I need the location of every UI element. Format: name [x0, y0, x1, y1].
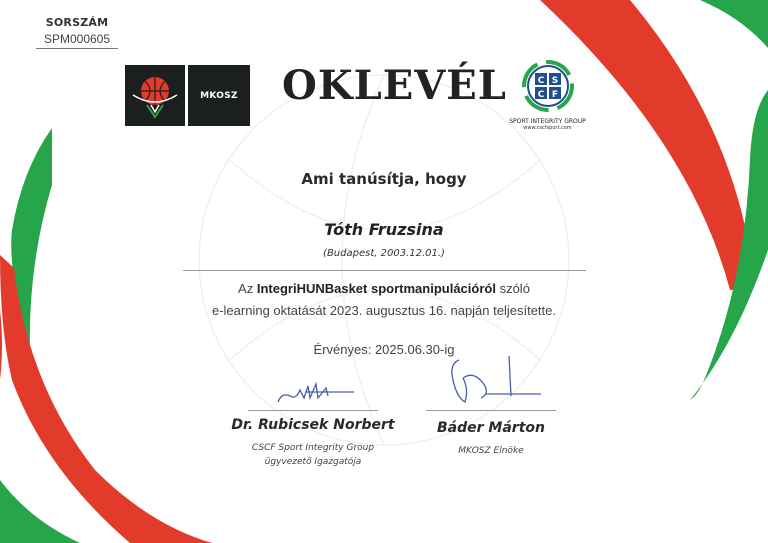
course-prefix: Az [238, 281, 254, 296]
cscf-letter: F [551, 90, 558, 100]
signatory-role-line: CSCF Sport Integrity Group [251, 443, 375, 453]
signature-line-left [248, 410, 378, 411]
serial-label: SORSZÁM [45, 16, 109, 29]
course-line [0, 281, 768, 296]
cscf-letter: C [537, 76, 544, 86]
cscf-tagline: SPORT INTEGRITY GROUP [509, 118, 586, 125]
signatory-role [213, 441, 413, 469]
signatory-name: Báder Márton [437, 420, 545, 436]
completion-line: e-learning oktatását 2023. augusztus 16. napján teljesítette. [211, 303, 556, 318]
cscf-letter: C [537, 90, 544, 100]
red-swoosh-left [0, 255, 212, 543]
mkosz-logo: MKOSZ [188, 65, 250, 126]
green-swoosh-top-right [700, 0, 768, 48]
signatory-role-line: MKOSZ Elnöke [458, 446, 524, 456]
name-divider [183, 270, 586, 271]
basketball-logo [125, 65, 185, 126]
course-suffix: szóló [499, 281, 530, 296]
signature-right [445, 350, 545, 412]
cscf-emblem-icon [522, 60, 574, 112]
signature-line-right [426, 410, 556, 411]
course-name: IntegriHUNBasket sportmanipulációról [256, 281, 496, 296]
signatory-right [411, 420, 571, 458]
cscf-url: www.cscfsport.com [523, 125, 572, 131]
validity-text: Érvényes: 2025.06.30-ig [313, 342, 455, 357]
signatory-name: Dr. Rubicsek Norbert [231, 417, 395, 433]
intro-text: Ami tanúsítja, hogy [301, 170, 467, 188]
cscf-logo [500, 60, 595, 131]
signature-left [270, 372, 360, 408]
signatory-role [411, 444, 571, 458]
cscf-letter: S [551, 76, 558, 86]
signatory-left [213, 417, 413, 469]
serial-value: SPM000605 [36, 32, 118, 49]
serial-number-block [36, 16, 118, 49]
signatory-role-line: ügyvezető Igazgatója [264, 457, 362, 467]
recipient-name: Tóth Fruzsina [324, 220, 444, 239]
certificate-title: OKLEVÉL [282, 62, 507, 109]
recipient-birth: (Budapest, 2003.12.01.) [323, 248, 445, 259]
green-swoosh-bottom-left [0, 480, 80, 543]
red-swoosh-top-right [540, 0, 748, 290]
